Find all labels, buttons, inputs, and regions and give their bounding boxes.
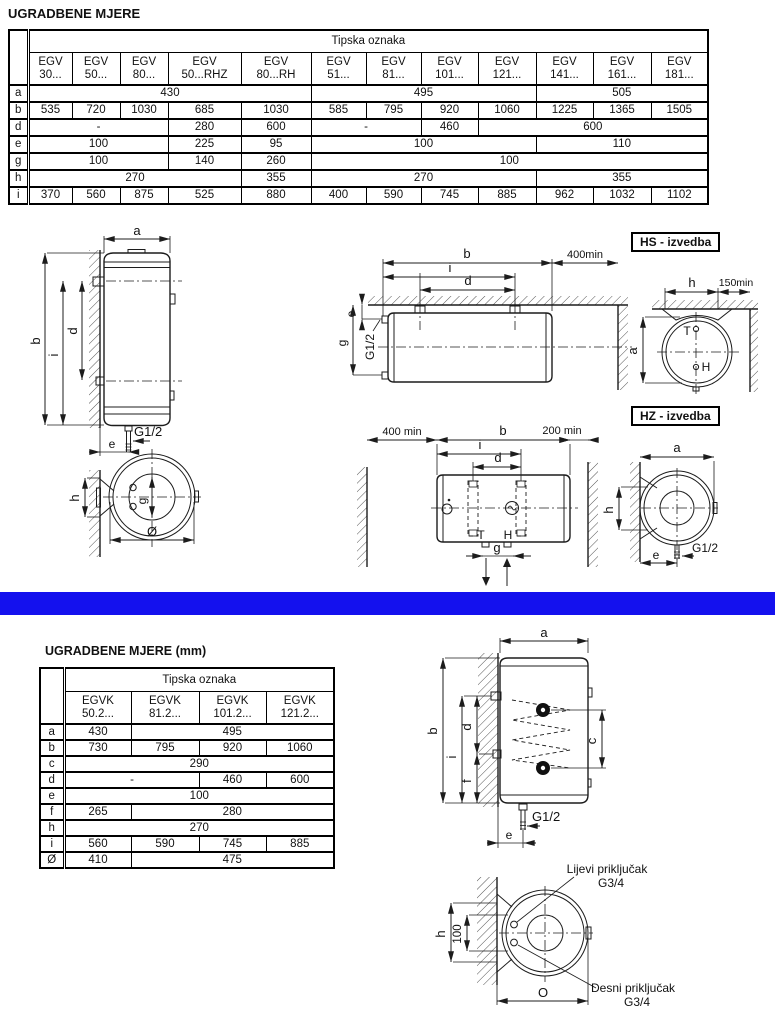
dim-cell: 795 — [366, 102, 421, 119]
dim-cell: 110 — [536, 136, 708, 153]
dim-cell: 1365 — [593, 102, 651, 119]
hs-view-drawing — [335, 246, 632, 390]
dim-cell: 1032 — [593, 187, 651, 204]
col-header: EGV 181... — [651, 53, 708, 86]
dim-cell: 560 — [64, 836, 131, 852]
dim-cell: 525 — [168, 187, 241, 204]
table-row — [9, 102, 708, 119]
coil-view-drawing — [425, 625, 606, 848]
table-row — [9, 187, 708, 204]
coil-dim-c-label: c — [584, 737, 599, 745]
dim-cell: 475 — [131, 852, 334, 868]
dim-cell: 730 — [64, 740, 131, 756]
bottom-dim-100-label: 100 — [452, 924, 464, 944]
table-row — [9, 136, 708, 153]
coil-dim-i-label: i — [444, 755, 459, 759]
left-connection-label: Lijevi priključak — [566, 862, 648, 876]
hs-port-h-label: H — [701, 360, 711, 374]
dim-cell: 265 — [64, 804, 131, 820]
hz-variant-label: HZ - izvedba — [631, 406, 720, 426]
hs-dim-d-label: d — [464, 273, 472, 288]
bottom-dim-o-label: O — [537, 985, 549, 1000]
hz-port-h-label: H — [503, 528, 513, 542]
hs-dim-b-label: b — [463, 246, 471, 261]
dim-cell: 100 — [28, 136, 168, 153]
front-g12-label: G1/2 — [134, 424, 163, 439]
coil-g12-label: G1/2 — [532, 809, 561, 824]
dim-cell: 430 — [64, 724, 131, 740]
dim-cell: 100 — [64, 788, 334, 804]
dim-cell: 495 — [311, 85, 536, 102]
hz-end-view-drawing — [601, 440, 718, 567]
dim-cell: 270 — [64, 820, 334, 836]
dim-cell: 535 — [28, 102, 72, 119]
col-header: EGV 50...RHZ — [168, 53, 241, 86]
left-connection-size: G3/4 — [597, 876, 625, 890]
dim-cell: - — [28, 119, 168, 136]
front-bottom-view-drawing — [67, 449, 201, 557]
table-row — [9, 170, 708, 187]
hs-variant-label: HS - izvedba — [631, 232, 720, 252]
front-dim-i-label: i — [46, 353, 61, 357]
dim-cell: 140 — [168, 153, 241, 170]
col-header: EGV 80... — [120, 53, 168, 86]
hs-dim-e-label: e — [344, 310, 358, 318]
row-label: i — [9, 187, 28, 204]
coil-dim-d-label: d — [459, 723, 474, 731]
front-dim-h-label: h — [67, 494, 82, 502]
dim-cell: 590 — [131, 836, 199, 852]
hz-dim-400min-label: 400 min — [382, 426, 422, 438]
dim-cell: 280 — [168, 119, 241, 136]
coil-dim-f-label: f — [459, 779, 474, 783]
right-connection-size: G3/4 — [623, 995, 651, 1009]
corner-cell — [9, 30, 28, 85]
dim-cell: 290 — [64, 756, 334, 772]
table-row — [9, 119, 708, 136]
row-label: e — [40, 788, 64, 804]
hz-dim-i-label: i — [478, 437, 482, 452]
hs-end-view-drawing — [625, 275, 758, 394]
row-label: i — [40, 836, 64, 852]
bottom-dim-h-label: h — [433, 930, 448, 938]
dim-cell: 505 — [536, 85, 708, 102]
dim-cell: 1030 — [241, 102, 311, 119]
dim-cell: - — [64, 772, 199, 788]
type-header: Tipska oznaka — [64, 668, 334, 692]
page-title: UGRADBENE MJERE — [8, 6, 141, 21]
dim-cell: 400 — [311, 187, 366, 204]
col-header: EGV 141... — [536, 53, 593, 86]
dim-cell: 270 — [28, 170, 241, 187]
dim-cell: 355 — [241, 170, 311, 187]
dim-cell: 875 — [120, 187, 168, 204]
hz-dim-h-label: h — [601, 506, 616, 514]
dim-cell: 410 — [64, 852, 131, 868]
front-dim-d-label: d — [65, 327, 80, 335]
col-header: EGV 161... — [593, 53, 651, 86]
col-header: EGV 81... — [366, 53, 421, 86]
connections-view-drawing — [433, 862, 676, 1009]
hz-g12-label: G1/2 — [692, 541, 719, 555]
coil-dim-a-label: a — [540, 625, 548, 640]
col-header: EGV 30... — [28, 53, 72, 86]
dim-cell: 795 — [131, 740, 199, 756]
row-label: h — [9, 170, 28, 187]
dim-cell: 100 — [311, 153, 708, 170]
hs-dim-i-label: i — [448, 260, 452, 275]
dim-cell: 585 — [311, 102, 366, 119]
hz-view-drawing — [357, 423, 598, 586]
dim-cell: 880 — [241, 187, 311, 204]
row-label: c — [40, 756, 64, 772]
hz-port-t-label: T — [477, 528, 485, 542]
dim-cell: 745 — [199, 836, 266, 852]
col-header: EGV 121... — [478, 53, 536, 86]
hz-dim-b-label: b — [499, 423, 507, 438]
egv-dimensions-table — [8, 29, 709, 205]
row-label: b — [40, 740, 64, 756]
hz-dim-a-label: a — [673, 440, 681, 455]
front-dim-dia-label: Ø — [146, 524, 158, 539]
dim-cell: 920 — [421, 102, 478, 119]
front-dim-a-label: a — [133, 225, 141, 238]
row-label: g — [9, 153, 28, 170]
dim-cell: 270 — [311, 170, 536, 187]
dim-cell: 495 — [131, 724, 334, 740]
row-label: a — [9, 85, 28, 102]
dim-cell: 460 — [199, 772, 266, 788]
technical-drawing-bottom — [0, 625, 775, 1024]
dim-cell: 260 — [241, 153, 311, 170]
col-header: EGV 50... — [72, 53, 120, 86]
dim-cell: 685 — [168, 102, 241, 119]
hs-dim-150min-label: 150min — [718, 277, 754, 289]
dim-cell: 1060 — [266, 740, 334, 756]
dim-cell: - — [311, 119, 421, 136]
hs-dim-400min-label: 400min — [566, 249, 604, 261]
hz-dim-d-label: d — [494, 450, 502, 465]
dim-cell: 590 — [366, 187, 421, 204]
col-header: EGV 80...RH — [241, 53, 311, 86]
dim-cell: 1505 — [651, 102, 708, 119]
dim-cell: 1102 — [651, 187, 708, 204]
dim-cell: 355 — [536, 170, 708, 187]
hz-dim-e-label: e — [652, 548, 660, 562]
dim-cell: 600 — [241, 119, 311, 136]
dim-cell: 560 — [72, 187, 120, 204]
front-view-drawing — [28, 225, 182, 456]
table-row — [9, 153, 708, 170]
row-label: b — [9, 102, 28, 119]
row-label: d — [40, 772, 64, 788]
dim-cell: 600 — [478, 119, 708, 136]
dim-cell: 95 — [241, 136, 311, 153]
row-label: d — [9, 119, 28, 136]
dim-cell: 920 — [199, 740, 266, 756]
dim-cell: 962 — [536, 187, 593, 204]
table-row — [9, 85, 708, 102]
dim-cell: 1225 — [536, 102, 593, 119]
col-header: EGV 51... — [311, 53, 366, 86]
dim-cell: 100 — [28, 153, 168, 170]
front-dim-g-label: g — [135, 497, 149, 505]
row-label: h — [40, 820, 64, 836]
dim-cell: 1060 — [478, 102, 536, 119]
col-header: EGVK 101.2... — [199, 692, 266, 725]
col-header: EGVK 81.2... — [131, 692, 199, 725]
front-dim-b-label: b — [28, 337, 43, 345]
dim-cell: 720 — [72, 102, 120, 119]
dim-cell: 745 — [421, 187, 478, 204]
coil-dim-e-label: e — [505, 828, 513, 842]
dim-cell: 885 — [478, 187, 536, 204]
dim-cell: 1030 — [120, 102, 168, 119]
dim-cell: 100 — [311, 136, 536, 153]
col-header: EGVK 121.2... — [266, 692, 334, 725]
hs-g12-label: G1/2 — [363, 333, 377, 361]
front-dim-e-label: e — [108, 437, 116, 451]
dim-cell: 430 — [28, 85, 311, 102]
dim-cell: 225 — [168, 136, 241, 153]
row-label: e — [9, 136, 28, 153]
dim-cell: 370 — [28, 187, 72, 204]
col-header: EGVK 50.2... — [64, 692, 131, 725]
dim-cell: 885 — [266, 836, 334, 852]
hz-dim-200min-label: 200 min — [542, 425, 582, 437]
dim-cell: 280 — [131, 804, 334, 820]
dim-cell: 600 — [266, 772, 334, 788]
hs-dim-g-label: g — [335, 339, 349, 347]
right-connection-label: Desni priključak — [590, 981, 676, 995]
type-header: Tipska oznaka — [28, 30, 708, 53]
section2-title: UGRADBENE MJERE (mm) — [45, 644, 207, 658]
hs-port-t-label: T — [683, 324, 691, 338]
section-divider-bar — [0, 592, 775, 615]
row-label: f — [40, 804, 64, 820]
coil-dim-b-label: b — [425, 727, 440, 735]
hz-dim-g-label: g — [493, 540, 501, 555]
row-label: Ø — [40, 852, 64, 868]
dim-cell: 460 — [421, 119, 478, 136]
col-header: EGV 101... — [421, 53, 478, 86]
row-label: a — [40, 724, 64, 740]
hs-dim-h-label: h — [688, 275, 696, 290]
hs-dim-a-label: a — [625, 347, 640, 355]
